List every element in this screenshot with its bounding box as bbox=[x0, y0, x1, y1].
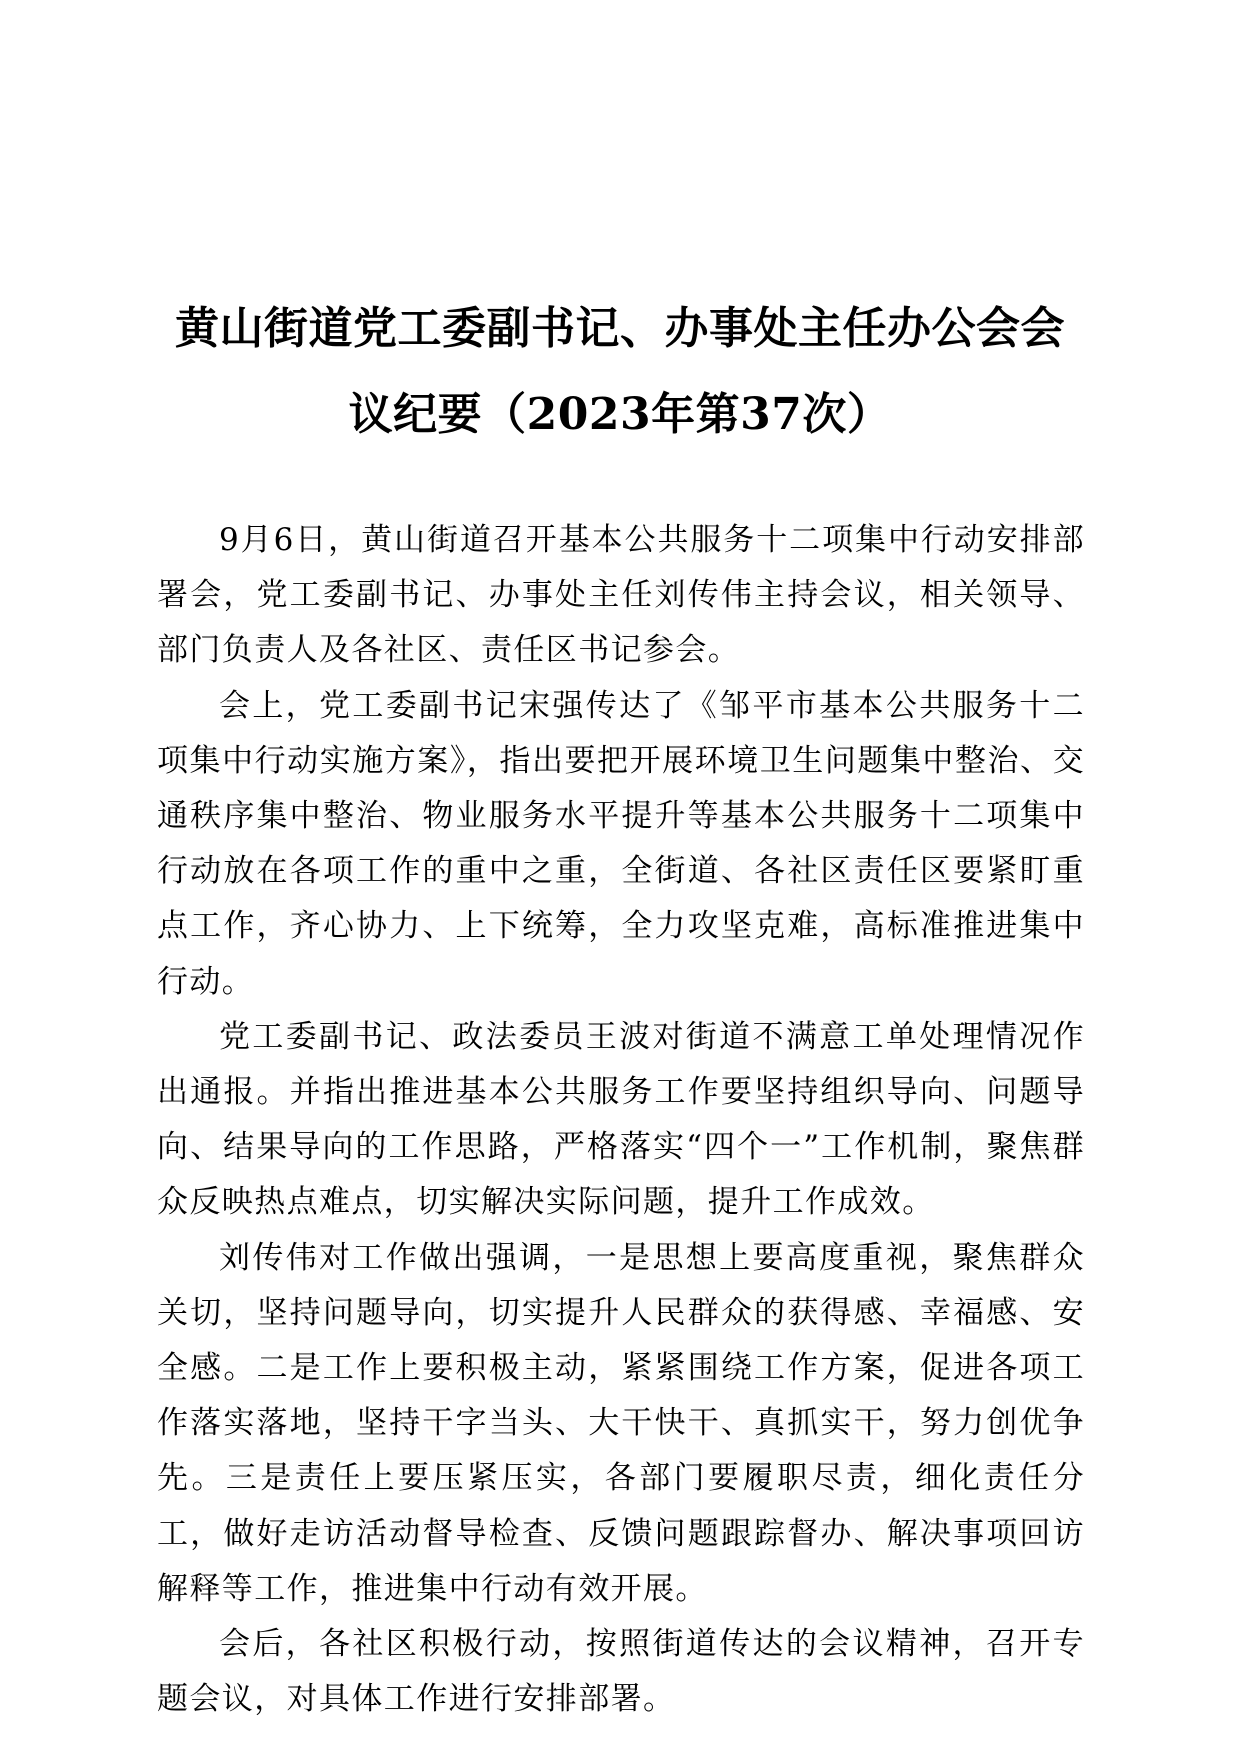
paragraph-meeting-intro: 9月6日，黄山街道召开基本公共服务十二项集中行动安排部署会，党工委副书记、办事处主任刘传伟主持会议，相关领导、部门负责人及各社区、责任区书记参会。 bbox=[157, 522, 1085, 669]
paragraph-after-meeting: 会后，各社区积极行动，按照街道传达的会议精神，召开专题会议，对具体工作进行安排部署。 bbox=[157, 1626, 1085, 1718]
title-line-1: 黄山街道党工委副书记、办事处主任办公会会 bbox=[175, 303, 1065, 354]
paragraph-liu-chuanwei: 刘传伟对工作做出强调，一是思想上要高度重视，聚焦群众关切，坚持问题导向，切实提升人民群众的获得感、幸福感、安全感。二是工作上要积极主动，紧紧围绕工作方案，促进各项工作落实落地，坚持干字当头、大干快干、真抓实干，努力创优争先。三是责任上要压紧压实，各部门要履职尽责，细化责任分工，做好走访活动督导检查、反馈问题跟踪督办、解决事项回访解释等工作，推进集中行动有效开展。 bbox=[157, 1239, 1085, 1607]
paragraph-song-qiang: 会上，党工委副书记宋强传达了《邹平市基本公共服务十二项集中行动实施方案》，指出要把开展环境卫生问题集中整治、交通秩序集中整治、物业服务水平提升等基本公共服务十二项集中行动放在各项工作的重中之重，全街道、各社区责任区要紧盯重点工作，齐心协力、上下统筹，全力攻坚克难，高标准推进集中行动。 bbox=[157, 687, 1085, 1000]
paragraph-wang-bo: 党工委副书记、政法委员王波对街道不满意工单处理情况作出通报。并指出推进基本公共服务工作要坚持组织导向、问题导向、结果导向的工作思路，严格落实“四个一”工作机制，聚焦群众反映热点难点，切实解决实际问题，提升工作成效。 bbox=[157, 1018, 1085, 1221]
document-title bbox=[150, 286, 1090, 458]
document-body bbox=[157, 513, 1085, 1727]
title-line-2: 议纪要（2023年第37次） bbox=[348, 389, 892, 440]
